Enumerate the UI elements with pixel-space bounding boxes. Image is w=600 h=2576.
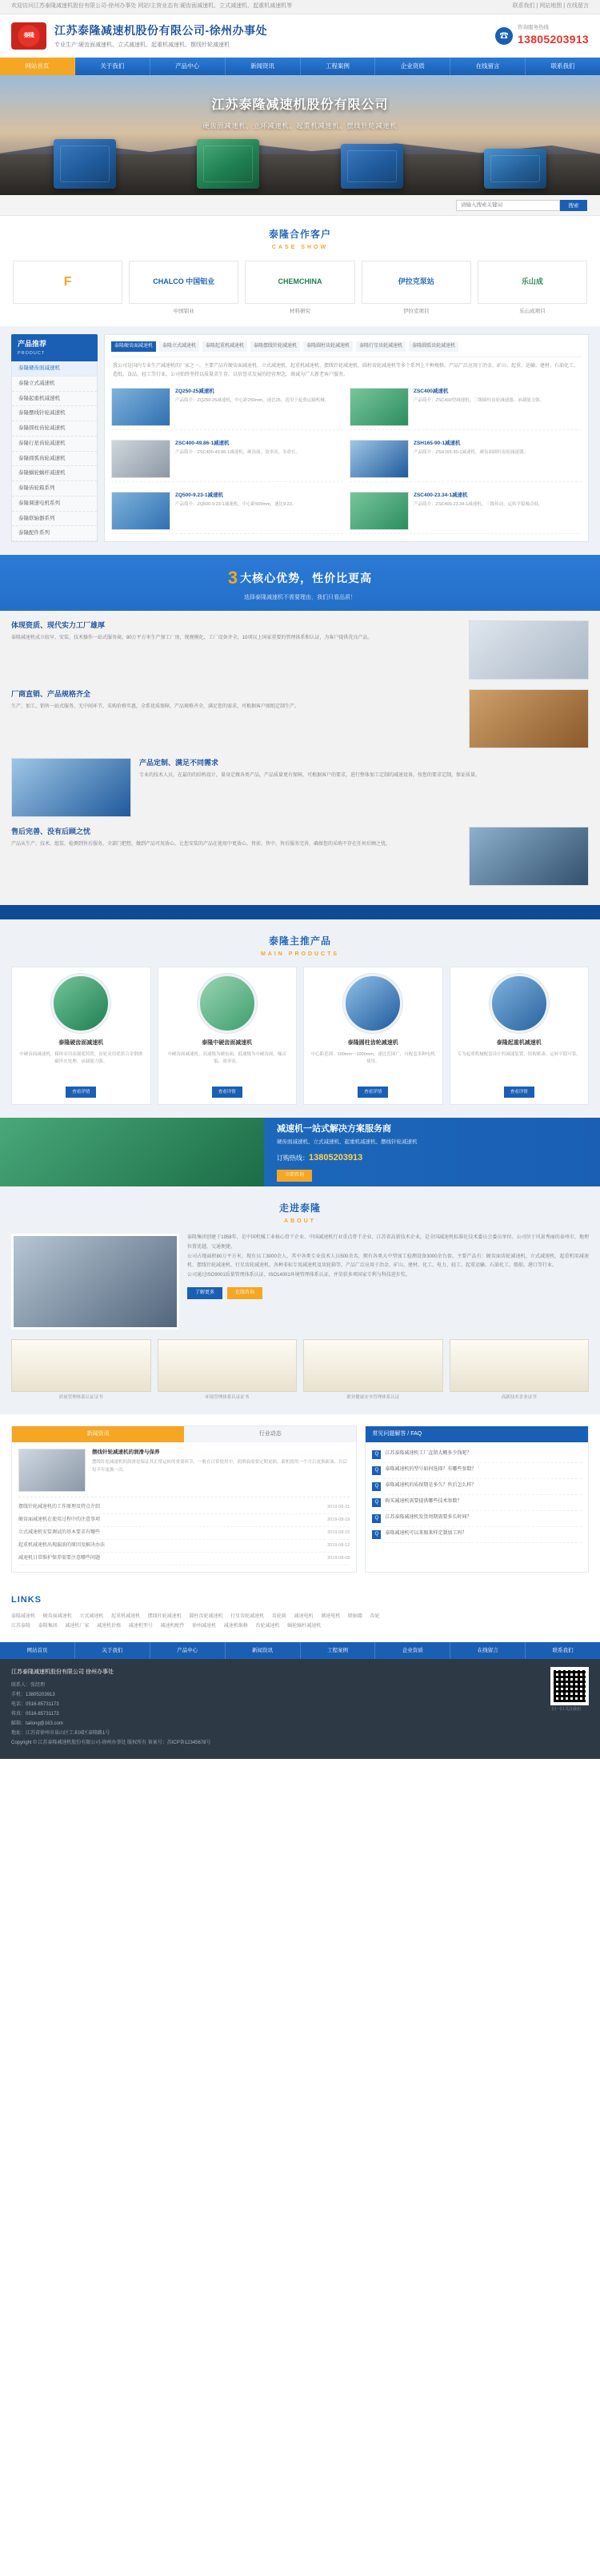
banner-gearbox-1 bbox=[54, 139, 116, 189]
advantages-subtitle: 选择泰隆减速机不需要理由，我们只看品质！ bbox=[244, 595, 356, 600]
news-list-item[interactable] bbox=[18, 1501, 350, 1514]
banner-gearbox-4 bbox=[484, 149, 546, 189]
footer-mobile: 手机：13805203913 bbox=[11, 1693, 55, 1698]
news-item-title: 起重机减速机出现漏油的原因及解决办法 bbox=[18, 1543, 106, 1548]
cta-content bbox=[264, 1123, 600, 1182]
advantage-item-3 bbox=[11, 758, 589, 817]
advantages-section bbox=[0, 555, 600, 919]
product-tab[interactable]: 泰隆起重机减速机 bbox=[202, 341, 247, 352]
banner-product-row bbox=[0, 139, 600, 189]
about-more-button[interactable]: 了解更多 bbox=[187, 1287, 222, 1299]
advantages-header bbox=[0, 564, 600, 611]
main-product-desc: 中心距范围：100mm～1000mm，速比范围广，可配套多种电机使用。 bbox=[310, 1051, 435, 1065]
advantage-desc: 生产、加工、销售一站式服务，无中间环节，采购价格实惠，全系优质保障，产品规格齐全，满足您的需求，可根据客户图纸定制生产。 bbox=[11, 704, 300, 709]
certificate-image bbox=[450, 1339, 590, 1392]
phone-number: 13805203913 bbox=[518, 33, 589, 46]
customer-mark-4: 伊拉克泵站 bbox=[398, 277, 434, 285]
customers-title-cn: 泰隆合作客户 bbox=[268, 229, 331, 240]
product-category-item[interactable]: 泰隆行星齿轮减速机 bbox=[12, 437, 97, 452]
main-product-detail-button[interactable]: 查看详情 bbox=[358, 1087, 388, 1098]
advantage-item-4 bbox=[11, 827, 589, 886]
link-item[interactable]: 齿轮 bbox=[370, 1613, 380, 1619]
qr-code-icon bbox=[550, 1667, 589, 1705]
advantages-headline: 大核心优势，性价比更高 bbox=[240, 572, 373, 584]
main-product-card[interactable] bbox=[11, 967, 151, 1105]
main-product-name: 泰隆起重机减速机 bbox=[496, 1040, 542, 1046]
main-product-card[interactable] bbox=[450, 967, 590, 1105]
footer-tel: 电话：0516-85731173 bbox=[11, 1702, 59, 1708]
link-item[interactable]: 圆柱齿轮减速机 bbox=[189, 1613, 223, 1619]
about-text bbox=[187, 1234, 589, 1330]
header-phone bbox=[495, 24, 589, 49]
product-category-item[interactable]: 泰隆蜗轮蜗杆减速机 bbox=[12, 466, 97, 481]
footer-nav-cases[interactable]: 工程案例 bbox=[301, 1642, 376, 1660]
search-bar bbox=[0, 195, 600, 216]
footer-nav-news[interactable]: 新闻资讯 bbox=[226, 1642, 301, 1660]
news-list-item[interactable] bbox=[18, 1527, 350, 1540]
faq-text: 江苏泰隆减速机工厂直销大概多少钱呢？ bbox=[385, 1451, 472, 1456]
product-desc: 产品简介：ZSC400-23.34-1减速机，三级传动，运转平稳噪音低。 bbox=[414, 501, 543, 507]
faq-list bbox=[366, 1442, 588, 1548]
product-desc: 产品简介：ZSC400-49.86-1减速机，硬齿面，效率高，寿命长。 bbox=[175, 449, 301, 455]
customer-caption-3: 材料研究 bbox=[290, 308, 310, 314]
faq-panel bbox=[365, 1426, 589, 1573]
news-thumbnail bbox=[18, 1449, 86, 1492]
about-title-cn: 走进泰隆 bbox=[278, 1202, 321, 1214]
product-sidebar-title-cn: 产品推荐 bbox=[18, 340, 47, 349]
about-paragraph-2: 公司占地面积80万平方米，现有员工3000余人，其中各类专业技术人员500余名，拥有各类大中型加工检测设备3000余台套。主要产品有：硬齿面齿轮减速机、立式减速机、起重机用减速机、摆线针轮减速机、行星齿轮减速机、各种非标专用减速机及齿轮箱等，产品广泛应用于冶金、矿山、建材、化工、电力、轻工、起重运输、石油化工、船舶、港口等行业。 bbox=[187, 1254, 589, 1269]
customer-mark-2: CHALCO 中国铝业 bbox=[153, 277, 215, 285]
main-products-title-block bbox=[0, 923, 600, 967]
customer-logo-1[interactable] bbox=[13, 261, 122, 304]
faq-item[interactable] bbox=[372, 1447, 582, 1463]
about-button-row bbox=[187, 1287, 589, 1299]
product-category-item[interactable]: 泰隆配件系列 bbox=[12, 526, 97, 541]
product-tab[interactable]: 泰隆摆线针轮减速机 bbox=[250, 341, 300, 352]
faq-item[interactable] bbox=[372, 1527, 582, 1543]
advantage-item-1 bbox=[11, 620, 589, 680]
main-product-detail-button[interactable]: 查看详情 bbox=[212, 1087, 242, 1098]
faq-title: 常见问题解答 / FAQ bbox=[366, 1426, 588, 1443]
product-tab-row[interactable] bbox=[111, 341, 582, 357]
product-image bbox=[111, 388, 170, 426]
product-sidebar-head bbox=[11, 334, 98, 361]
footer-contact-person: 联系人：张经理 bbox=[11, 1683, 46, 1689]
main-product-desc: 中硬齿面减速机，高速级为硬齿面，低速级为中硬齿面，噪音低、效率高。 bbox=[167, 1051, 286, 1065]
footer-info bbox=[11, 1667, 544, 1748]
footer-copyright: Copyright © 江苏泰隆减速机股份有限公司-徐州办事处 版权所有 备案号：苏ICP备12345678号 bbox=[11, 1741, 211, 1746]
nav-item-products[interactable]: 产品中心 bbox=[150, 58, 226, 75]
news-item-date: 2019-08-15 bbox=[327, 1530, 350, 1535]
link-item[interactable]: 减速机维修 bbox=[223, 1623, 248, 1629]
friend-links-section bbox=[0, 1585, 600, 1642]
nav-item-news[interactable]: 新闻资讯 bbox=[226, 58, 301, 75]
main-products-section bbox=[0, 919, 600, 1118]
footer-nav[interactable] bbox=[0, 1642, 600, 1660]
link-item[interactable]: 摆线针轮减速机 bbox=[147, 1613, 182, 1619]
cta-subtitle: 硬齿面减速机、立式减速机、起重机减速机、摆线针轮减速机 bbox=[277, 1139, 418, 1146]
link-item[interactable]: 减速机厂家 bbox=[65, 1623, 90, 1629]
search-input[interactable] bbox=[456, 200, 560, 211]
product-category-item[interactable]: 泰隆摆线针轮减速机 bbox=[12, 406, 97, 421]
products-section bbox=[0, 326, 600, 555]
product-sidebar-title-en: PRODUCT bbox=[18, 350, 46, 356]
customer-logo-4[interactable] bbox=[362, 261, 471, 304]
link-item[interactable]: 齿轮箱 bbox=[271, 1613, 286, 1619]
product-image bbox=[350, 492, 409, 530]
news-item-date: 2019-08-08 bbox=[327, 1556, 350, 1561]
links-row-2[interactable] bbox=[11, 1621, 589, 1631]
cta-tel-label: 订购热线： bbox=[277, 1154, 309, 1162]
main-product-desc: 中硬齿面减速机，箱体采用高强度铸铁，齿轮采用优质合金钢渗碳淬火处理，承载能力强。 bbox=[19, 1051, 143, 1065]
footer-nav-qualifications[interactable]: 企业资质 bbox=[375, 1642, 450, 1660]
certificate-item[interactable] bbox=[11, 1339, 151, 1401]
faq-q-icon: Q bbox=[372, 1498, 381, 1507]
customer-caption-5: 乐山成项目 bbox=[519, 308, 546, 314]
faq-q-icon: Q bbox=[372, 1530, 381, 1539]
footer-nav-products[interactable]: 产品中心 bbox=[150, 1642, 226, 1660]
certificate-image bbox=[158, 1339, 298, 1392]
phone-icon: ☎ bbox=[495, 27, 513, 45]
certificate-item[interactable] bbox=[158, 1339, 298, 1401]
topbar-links[interactable]: 联系我们 | 网站地图 | 在线留言 bbox=[512, 3, 589, 10]
about-paragraph-3: 公司通过ISO9001质量管理体系认证、ISO14001环境管理体系认证，并荣获多项国家专利与科技进步奖。 bbox=[187, 1273, 410, 1278]
product-grid bbox=[111, 385, 582, 534]
main-product-card[interactable] bbox=[303, 967, 443, 1105]
certificate-image bbox=[11, 1339, 151, 1392]
product-desc: 产品简介：ZQ500-9.23-1减速机，中心距500mm，速比9.23。 bbox=[175, 501, 297, 507]
news-tab-industry[interactable]: 行业动态 bbox=[184, 1426, 356, 1443]
product-desc: 产品简介：ZSH165-90-1减速机，硬齿面圆柱齿轮减速器。 bbox=[414, 449, 529, 455]
news-tab-row[interactable] bbox=[12, 1426, 356, 1443]
news-featured-desc: 摆线针轮减速机的润滑是保证其正常运转的重要环节，一般在日常使用中，润滑油需要定期更换，新机使用一个月后更换新油，以后每半年更换一次。 bbox=[92, 1459, 348, 1473]
banner-text-block bbox=[0, 96, 600, 131]
about-title-en: ABOUT bbox=[284, 1218, 316, 1224]
link-item[interactable]: 齿轮减速机 bbox=[255, 1623, 280, 1629]
certificate-caption: 质量管理体系认证证书 bbox=[58, 1395, 103, 1401]
customer-caption-1 bbox=[13, 308, 122, 316]
customer-logo-5[interactable] bbox=[478, 261, 587, 304]
cta-image bbox=[0, 1118, 264, 1186]
footer-nav-contact[interactable]: 联系我们 bbox=[552, 1647, 574, 1653]
footer-company: 江苏泰隆减速机股份有限公司 徐州办事处 bbox=[11, 1669, 114, 1676]
news-tab-news[interactable]: 新闻资讯 bbox=[12, 1426, 184, 1443]
product-desc: 产品简介：ZSC400型减速机，三级圆柱齿轮减速器，承载能力强。 bbox=[414, 397, 545, 403]
faq-q-icon: Q bbox=[372, 1466, 381, 1475]
product-sidebar bbox=[11, 334, 98, 542]
link-item[interactable]: 蜗轮蜗杆减速机 bbox=[287, 1623, 322, 1629]
product-title: ZSH165-90-1减速机 bbox=[414, 440, 461, 446]
product-title: ZSC400-49.86-1减速机 bbox=[175, 440, 230, 446]
news-item-title: 摆线针轮减速机的工作原理及特点介绍 bbox=[18, 1505, 101, 1509]
footer-address: 地址：江苏省徐州市泉山区工业园区泰隆路1号 bbox=[11, 1731, 110, 1737]
faq-q-icon: Q bbox=[372, 1514, 381, 1523]
link-item[interactable]: 硬齿面减速机 bbox=[42, 1613, 72, 1619]
certificate-row bbox=[0, 1330, 600, 1401]
product-category-item[interactable]: 泰隆圆柱齿轮减速机 bbox=[12, 421, 97, 437]
advantage-desc: 泰隆减速机成立较早、安装、技术操作一站式服务商，80万平方米生产加工厂房，现规模化、工厂设备齐全，10项以上国家重要的管理体系和认证，为客户提供优良产品。 bbox=[11, 636, 373, 640]
advantage-title: 体现资质、现代实力工厂雄厚 bbox=[11, 620, 106, 629]
footer-email: 邮箱：tailong@163.com bbox=[11, 1721, 63, 1727]
product-tab[interactable]: 泰隆立式减速机 bbox=[159, 341, 199, 352]
news-item-date: 2019-08-19 bbox=[327, 1517, 350, 1522]
about-factory-image bbox=[11, 1234, 179, 1330]
advantage-image bbox=[469, 620, 589, 680]
main-product-detail-button[interactable]: 查看详情 bbox=[504, 1087, 534, 1098]
customer-logo-2[interactable] bbox=[129, 261, 238, 304]
product-image bbox=[111, 440, 170, 478]
link-item[interactable]: 减速机配件 bbox=[160, 1623, 185, 1629]
footer-nav-message[interactable]: 在线留言 bbox=[450, 1642, 526, 1660]
certificate-caption: 环境管理体系认证证书 bbox=[205, 1395, 250, 1401]
customer-mark-3: CHEMCHINA bbox=[278, 277, 322, 285]
banner-gearbox-3 bbox=[341, 144, 403, 189]
advantage-image bbox=[469, 827, 589, 886]
customer-caption-row bbox=[0, 304, 600, 316]
news-item-title: 硬齿面减速机在使用过程中的注意事项 bbox=[18, 1517, 101, 1522]
customer-caption-2: 中国铝业 bbox=[173, 308, 194, 314]
link-item[interactable]: 联轴器 bbox=[347, 1613, 362, 1619]
product-title: ZQ500-9.23-1减速机 bbox=[175, 492, 223, 498]
footer-nav-about[interactable]: 关于我们 bbox=[75, 1642, 150, 1660]
product-image bbox=[111, 492, 170, 530]
product-card[interactable] bbox=[350, 385, 582, 430]
banner-title: 江苏泰隆减速机股份有限公司 bbox=[211, 98, 389, 112]
link-item[interactable]: 减速机型号 bbox=[128, 1623, 153, 1629]
company-logo[interactable]: 泰隆 bbox=[11, 22, 46, 50]
advantages-number: 3 bbox=[227, 568, 239, 588]
news-section bbox=[0, 1414, 600, 1586]
banner-gearbox-2 bbox=[197, 139, 259, 189]
about-paragraph-1: 泰隆集团创建于1958年，是中国机械工业核心骨干企业、中国减速机行业重点骨干企业、江苏省高新技术企业，是全国减速机标准化技术委员会委员单位。公司位于风景秀丽的泰州市，地理位置优越，交通便捷。 bbox=[187, 1235, 589, 1250]
product-card[interactable] bbox=[111, 488, 343, 534]
nav-item-qualifications[interactable]: 企业资质 bbox=[375, 58, 450, 75]
customers-section bbox=[0, 216, 600, 326]
product-category-list[interactable] bbox=[11, 361, 98, 542]
product-category-item[interactable]: 泰隆联轴器系列 bbox=[12, 512, 97, 527]
topbar-welcome-text: 欢迎访问江苏泰隆减速机股份有限公司-徐州办事处 网站!主营业态有:硬齿面减速机、立式减速机、起重机减速机等 bbox=[11, 3, 293, 10]
customer-caption-4: 伊拉克项目 bbox=[402, 308, 430, 314]
advantage-image bbox=[11, 758, 131, 817]
links-title: LINKS bbox=[11, 1595, 42, 1605]
product-card[interactable] bbox=[350, 437, 582, 482]
about-consult-button[interactable]: 在线咨询 bbox=[227, 1287, 262, 1299]
product-tab[interactable]: 泰隆行星齿轮减速机 bbox=[356, 341, 406, 352]
footer-nav-home[interactable]: 网站首页 bbox=[0, 1642, 75, 1660]
news-list bbox=[18, 1497, 350, 1565]
customers-title-en: CASE SHOW bbox=[271, 245, 329, 250]
main-product-detail-button[interactable]: 查看详情 bbox=[66, 1087, 96, 1098]
link-item[interactable]: 减速机价格 bbox=[97, 1623, 122, 1629]
main-products-title-en: MAIN PRODUCTS bbox=[260, 951, 340, 957]
news-list-item[interactable] bbox=[18, 1553, 350, 1565]
cta-tel-number: 13805203913 bbox=[309, 1153, 363, 1163]
main-product-image bbox=[51, 974, 110, 1033]
main-product-image bbox=[198, 974, 257, 1033]
link-item[interactable]: 起重机减速机 bbox=[111, 1613, 141, 1619]
news-item-date: 2019-08-12 bbox=[327, 1543, 350, 1548]
certificate-caption: 高新技术企业证书 bbox=[501, 1395, 537, 1401]
qr-caption: 扫一扫 关注我们 bbox=[551, 1707, 582, 1713]
advantage-desc: 产品从生产、技术、组装、检测到售后服务，全部门把控，做到产品可用放心，让您安装的产品在使用中更放心，售前、售中、售后服务完善，确保您的采购不存在任何后顾之忧。 bbox=[11, 842, 391, 847]
phone-label: 咨询服务热线 bbox=[518, 24, 550, 30]
news-featured[interactable] bbox=[18, 1449, 350, 1497]
product-card[interactable] bbox=[111, 437, 343, 482]
product-tab[interactable]: 泰隆圆柱齿轮减速机 bbox=[303, 341, 353, 352]
product-title: ZSC400减速机 bbox=[414, 388, 449, 394]
cta-title: 减速机一站式解决方案服务商 bbox=[277, 1123, 391, 1134]
about-section bbox=[0, 1186, 600, 1414]
product-category-item[interactable]: 泰隆调速电机系列 bbox=[12, 496, 97, 512]
main-product-name: 泰隆硬齿面减速机 bbox=[58, 1040, 104, 1046]
news-item-date: 2019-08-21 bbox=[327, 1505, 350, 1509]
nav-item-home[interactable]: 网站首页 bbox=[0, 58, 75, 75]
product-title: ZSC400-23.34-1减速机 bbox=[414, 492, 468, 498]
main-product-card[interactable] bbox=[158, 967, 298, 1105]
nav-item-message[interactable]: 在线留言 bbox=[450, 58, 526, 75]
footer-fax: 传真：0516-85731173 bbox=[11, 1712, 59, 1717]
advantages-body bbox=[0, 611, 600, 905]
faq-text: 泰隆减速机的质保期是多久？售后怎么样？ bbox=[385, 1483, 477, 1488]
link-item[interactable]: 减速电机 bbox=[294, 1613, 314, 1619]
link-item[interactable]: 江苏泰隆 bbox=[11, 1623, 31, 1629]
faq-item[interactable] bbox=[372, 1463, 582, 1479]
news-list-item[interactable] bbox=[18, 1540, 350, 1553]
main-product-image bbox=[490, 974, 549, 1033]
customer-logo-row bbox=[0, 261, 600, 304]
links-row-1[interactable] bbox=[11, 1612, 589, 1621]
main-product-name: 泰隆圆柱齿轮减速机 bbox=[347, 1040, 398, 1046]
cta-band bbox=[0, 1118, 600, 1186]
main-product-image bbox=[343, 974, 402, 1033]
main-product-name: 泰隆中硬齿面减速机 bbox=[202, 1040, 253, 1046]
product-category-item[interactable]: 泰隆硬齿面减速机 bbox=[12, 361, 97, 377]
advantage-title: 厂商直销、产品规格齐全 bbox=[11, 689, 91, 698]
certificate-item[interactable] bbox=[450, 1339, 590, 1401]
nav-item-contact[interactable]: 联系我们 bbox=[550, 62, 575, 70]
news-panel bbox=[11, 1426, 357, 1573]
brand-block bbox=[54, 22, 495, 50]
product-category-item[interactable]: 泰隆圆弧齿轮减速机 bbox=[12, 452, 97, 467]
main-products-grid bbox=[0, 967, 600, 1105]
product-desc: 产品简介：ZQ250-25减速机，中心距250mm，速比25，适用于起重运输机械。 bbox=[175, 397, 330, 403]
footer-qr-block bbox=[544, 1667, 589, 1748]
certificate-item[interactable] bbox=[303, 1339, 443, 1401]
news-list-item[interactable] bbox=[18, 1514, 350, 1527]
customer-logo-3[interactable] bbox=[245, 261, 354, 304]
top-bar bbox=[0, 0, 600, 14]
link-item[interactable]: 调速电机 bbox=[321, 1613, 341, 1619]
main-products-title-cn: 泰隆主推产品 bbox=[268, 935, 331, 947]
link-item[interactable]: 徐州减速机 bbox=[192, 1623, 217, 1629]
nav-item-about[interactable]: 关于我们 bbox=[75, 58, 150, 75]
nav-item-cases[interactable]: 工程案例 bbox=[301, 58, 376, 75]
link-item[interactable]: 泰隆集团 bbox=[38, 1623, 58, 1629]
product-card[interactable] bbox=[111, 385, 343, 430]
product-title: ZQ250-25减速机 bbox=[175, 388, 214, 394]
faq-text: 泰隆减速机可以来图来样定制加工吗？ bbox=[385, 1531, 467, 1536]
company-slogan: 专业生产:硬齿面减速机、立式减速机、起重机减速机、摆线针轮减速机 bbox=[54, 42, 230, 48]
main-product-desc: 专为起重机械配套设计的减速装置，结构紧凑、运转平稳可靠。 bbox=[457, 1051, 581, 1057]
customer-mark-1: F bbox=[63, 274, 72, 289]
advantage-item-2 bbox=[11, 689, 589, 748]
product-main-panel bbox=[104, 334, 589, 542]
link-item[interactable]: 立式减速机 bbox=[79, 1613, 104, 1619]
certificate-caption: 职业健康安全管理体系认证 bbox=[346, 1395, 400, 1401]
faq-text: 购买减速机需要提供哪些技术参数？ bbox=[385, 1499, 462, 1504]
banner-subtitle: 硬齿面减速机、立环减速机、起重机减速机、摆线针轮减速机 bbox=[202, 122, 398, 130]
hero-banner bbox=[0, 75, 600, 195]
about-content bbox=[0, 1234, 600, 1330]
faq-text: 泰隆减速机的型号如何选择？有哪些参数？ bbox=[385, 1467, 477, 1472]
product-category-item[interactable]: 泰隆齿轮箱系列 bbox=[12, 481, 97, 496]
news-featured-title: 摆线针轮减速机的润滑与保养 bbox=[92, 1449, 160, 1455]
advantage-title: 售后完善、没有后顾之忧 bbox=[11, 827, 91, 835]
faq-item[interactable] bbox=[372, 1479, 582, 1495]
customers-title-block bbox=[0, 216, 600, 261]
faq-item[interactable] bbox=[372, 1495, 582, 1511]
certificate-image bbox=[303, 1339, 443, 1392]
product-image bbox=[350, 440, 409, 478]
news-item-title: 减速机日常维护保养需要注意哪些问题 bbox=[18, 1556, 101, 1561]
product-category-item[interactable]: 泰隆起重机减速机 bbox=[12, 392, 97, 407]
advantage-desc: 专业的技术人员，在最的的结构设计，量身定做各类产品，产品质量更有保障，可根据客户的要求，进行整体加工定制的减速设备，按您的要求定制，保证质量。 bbox=[139, 773, 481, 778]
faq-item[interactable] bbox=[372, 1511, 582, 1527]
about-title-block bbox=[0, 1190, 600, 1234]
site-header bbox=[0, 14, 600, 58]
product-tab[interactable]: 泰隆圆弧齿轮减速机 bbox=[409, 341, 458, 352]
customer-mark-5: 乐山成 bbox=[521, 277, 543, 285]
faq-q-icon: Q bbox=[372, 1450, 381, 1459]
company-name: 江苏泰隆减速机股份有限公司-徐州办事处 bbox=[54, 23, 268, 37]
news-item-title: 立式减速机安装调试的基本要求有哪些 bbox=[18, 1530, 101, 1535]
link-item[interactable]: 泰隆减速机 bbox=[11, 1613, 36, 1619]
faq-q-icon: Q bbox=[372, 1482, 381, 1491]
product-image bbox=[350, 388, 409, 426]
faq-text: 江苏泰隆减速机发货周期需要多长时间？ bbox=[385, 1515, 472, 1520]
advantage-image bbox=[469, 689, 589, 748]
product-intro-text: 我公司是国内专业生产减速机的厂家之一，主要产品有硬齿面减速机、立式减速机、起重机减速机、摆线针轮减速机、圆柱齿轮减速机等多个系列上千种规格，产品广泛应用于冶金、矿山、起重、运输、建材、石油化工、造纸、食品、轻工等行业。公司始终坚持以质量求生存，以信誉求发展的经营理念，竭诚为广大新老客户服务。 bbox=[113, 364, 579, 378]
search-button[interactable]: 搜索 bbox=[560, 200, 587, 211]
product-card[interactable] bbox=[350, 488, 582, 534]
cta-button[interactable]: 立即咨询 bbox=[277, 1170, 312, 1182]
main-nav[interactable] bbox=[0, 58, 600, 75]
site-footer bbox=[0, 1659, 600, 1759]
product-category-item[interactable]: 泰隆立式减速机 bbox=[12, 377, 97, 392]
advantage-title: 产品定制、满足不同需求 bbox=[139, 758, 219, 767]
link-item[interactable]: 行星齿轮减速机 bbox=[230, 1613, 265, 1619]
product-tab[interactable]: 泰隆硬齿面减速机 bbox=[111, 341, 156, 352]
